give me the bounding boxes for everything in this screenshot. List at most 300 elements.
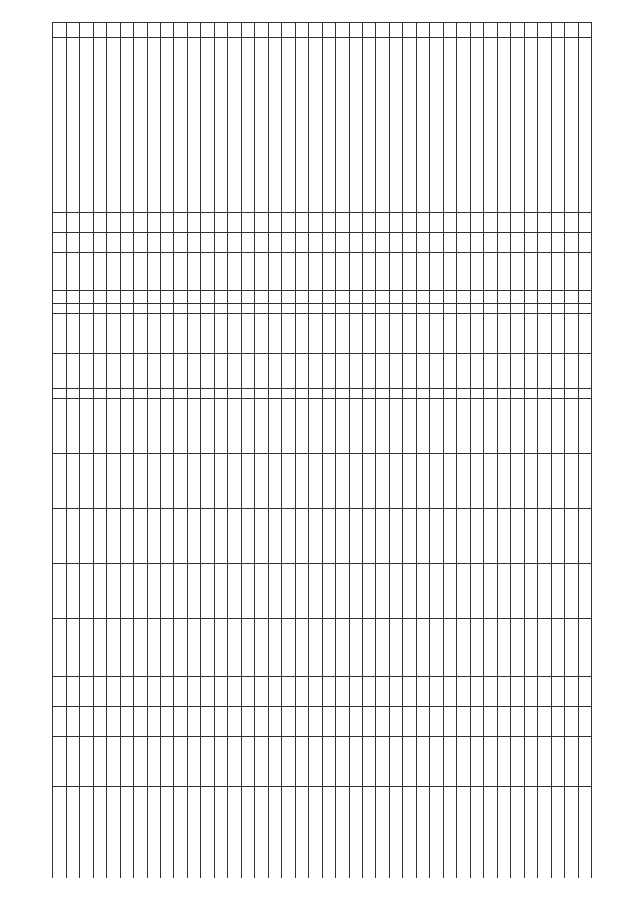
table-cell [80, 707, 93, 737]
table-cell [66, 737, 79, 787]
table-cell [53, 213, 67, 233]
table-cell [174, 619, 187, 677]
table-cell [66, 677, 79, 707]
table-cell [268, 564, 281, 619]
table-row [214, 23, 227, 879]
table-cell [255, 399, 268, 454]
table-cell [389, 233, 402, 253]
table-cell [268, 454, 281, 509]
table-cell [241, 304, 254, 314]
table-cell [201, 619, 214, 677]
table-cell [53, 233, 67, 253]
table-cell [309, 354, 322, 389]
table-cell [66, 291, 79, 304]
table-cell [551, 619, 564, 677]
table-cell [93, 509, 106, 564]
table-cell [134, 707, 147, 737]
table-cell [255, 677, 268, 707]
table-cell [497, 304, 510, 314]
table-cell [538, 787, 551, 879]
table-cell [147, 23, 160, 38]
table-cell [551, 253, 564, 291]
table-cell [161, 253, 174, 291]
table-cell [416, 677, 429, 707]
table-cell [241, 564, 254, 619]
table-cell [551, 38, 564, 213]
table-cell [430, 253, 443, 291]
table-cell [470, 787, 483, 879]
table-cell [430, 389, 443, 399]
table-cell [336, 23, 349, 38]
table-cell [241, 389, 254, 399]
table-row [565, 23, 578, 879]
table-cell [470, 619, 483, 677]
table-cell [565, 38, 578, 213]
table-cell [93, 619, 106, 677]
table-cell [551, 707, 564, 737]
table-cell [336, 737, 349, 787]
table-cell [268, 707, 281, 737]
table-cell [66, 304, 79, 314]
table-cell [147, 304, 160, 314]
table-cell [241, 787, 254, 879]
table-cell [524, 314, 537, 354]
table-cell [80, 619, 93, 677]
table-cell [578, 454, 591, 509]
table-cell [430, 23, 443, 38]
table-cell [551, 213, 564, 233]
table-cell [228, 291, 241, 304]
table-cell [403, 787, 416, 879]
table-cell [161, 389, 174, 399]
table-cell [363, 304, 376, 314]
table-cell [255, 619, 268, 677]
table-cell [309, 564, 322, 619]
table-cell [363, 291, 376, 304]
table-cell [484, 291, 497, 304]
table-cell [147, 233, 160, 253]
table-cell [134, 564, 147, 619]
table-cell [430, 291, 443, 304]
table-cell [430, 454, 443, 509]
table-cell [134, 737, 147, 787]
table-cell [187, 291, 200, 304]
table-cell [416, 38, 429, 213]
table-cell [228, 314, 241, 354]
table-cell [578, 38, 591, 213]
table-cell [416, 23, 429, 38]
table-cell [403, 23, 416, 38]
table-cell [497, 399, 510, 454]
table-cell [214, 707, 227, 737]
table-cell [322, 314, 335, 354]
table-cell [538, 233, 551, 253]
table-cell [268, 619, 281, 677]
table-cell [457, 253, 470, 291]
table-cell [416, 619, 429, 677]
table-cell [255, 23, 268, 38]
table-cell [578, 354, 591, 389]
table-cell [470, 707, 483, 737]
table-cell [363, 233, 376, 253]
table-cell [443, 399, 456, 454]
table-cell [363, 38, 376, 213]
table-cell [363, 509, 376, 564]
table-cell [322, 509, 335, 564]
table-cell [147, 291, 160, 304]
table-cell [363, 454, 376, 509]
table-cell [416, 354, 429, 389]
table-cell [376, 787, 389, 879]
table-cell [578, 233, 591, 253]
table-cell [268, 354, 281, 389]
table-cell [578, 253, 591, 291]
table-cell [403, 737, 416, 787]
table-cell [538, 454, 551, 509]
table-cell [389, 707, 402, 737]
table-cell [497, 389, 510, 399]
table-cell [470, 304, 483, 314]
table-cell [53, 509, 67, 564]
table-cell [430, 399, 443, 454]
table-cell [457, 389, 470, 399]
table-cell [457, 233, 470, 253]
table-cell [470, 389, 483, 399]
table-cell [201, 677, 214, 707]
table-cell [309, 213, 322, 233]
table-cell [538, 399, 551, 454]
table-cell [524, 787, 537, 879]
table-cell [53, 304, 67, 314]
table-cell [565, 619, 578, 677]
table-cell [268, 233, 281, 253]
table-cell [66, 787, 79, 879]
table-cell [389, 291, 402, 304]
table-cell [174, 677, 187, 707]
table-cell [268, 291, 281, 304]
table-cell [322, 564, 335, 619]
table-cell [336, 509, 349, 564]
table-cell [322, 253, 335, 291]
table-cell [282, 304, 295, 314]
table-cell [147, 619, 160, 677]
table-cell [497, 737, 510, 787]
table-cell [107, 787, 120, 879]
table-cell [403, 291, 416, 304]
table-cell [187, 233, 200, 253]
table-cell [255, 509, 268, 564]
table-cell [389, 354, 402, 389]
table-row [511, 23, 524, 879]
table-cell [53, 707, 67, 737]
table-cell [187, 38, 200, 213]
table-cell [376, 707, 389, 737]
table-cell [282, 291, 295, 304]
table-cell [336, 233, 349, 253]
table-cell [565, 233, 578, 253]
table-cell [309, 737, 322, 787]
table-cell [134, 399, 147, 454]
table-cell [268, 304, 281, 314]
table-cell [255, 737, 268, 787]
table-cell [524, 677, 537, 707]
table-cell [66, 509, 79, 564]
table-cell [134, 253, 147, 291]
table-cell [457, 677, 470, 707]
table-cell [134, 787, 147, 879]
table-cell [389, 389, 402, 399]
table-cell [66, 23, 79, 38]
table-cell [376, 314, 389, 354]
table-row [66, 23, 79, 879]
table-cell [538, 213, 551, 233]
table-cell [322, 233, 335, 253]
table-cell [282, 399, 295, 454]
table-cell [484, 399, 497, 454]
table-cell [443, 354, 456, 389]
table-cell [511, 354, 524, 389]
table-cell [336, 619, 349, 677]
table-cell [228, 354, 241, 389]
table-cell [524, 619, 537, 677]
table-cell [255, 291, 268, 304]
table-cell [389, 304, 402, 314]
table-cell [214, 619, 227, 677]
table-cell [241, 23, 254, 38]
table-cell [282, 509, 295, 564]
table-cell [187, 509, 200, 564]
table-cell [107, 509, 120, 564]
table-row [53, 23, 67, 879]
table-cell [484, 314, 497, 354]
table-cell [349, 619, 362, 677]
table-cell [497, 213, 510, 233]
table-cell [241, 233, 254, 253]
table-cell [389, 23, 402, 38]
table-cell [295, 707, 308, 737]
table-cell [201, 253, 214, 291]
table-cell [228, 233, 241, 253]
table-cell [551, 23, 564, 38]
table-cell [551, 787, 564, 879]
table-cell [497, 619, 510, 677]
table-cell [201, 291, 214, 304]
table-cell [147, 389, 160, 399]
table-cell [416, 399, 429, 454]
table-cell [578, 304, 591, 314]
table-cell [147, 787, 160, 879]
table-cell [497, 454, 510, 509]
table-cell [484, 787, 497, 879]
table-cell [147, 564, 160, 619]
table-cell [470, 354, 483, 389]
table-cell [214, 314, 227, 354]
table-cell [53, 677, 67, 707]
table-row [161, 23, 174, 879]
table-cell [430, 304, 443, 314]
table-row [282, 23, 295, 879]
table-row [120, 23, 133, 879]
table-cell [484, 38, 497, 213]
table-cell [403, 707, 416, 737]
table-cell [107, 354, 120, 389]
table-cell [214, 233, 227, 253]
table-cell [309, 619, 322, 677]
table-cell [295, 564, 308, 619]
table-cell [309, 291, 322, 304]
table-cell [107, 389, 120, 399]
table-cell [578, 737, 591, 787]
table-cell [484, 677, 497, 707]
table-cell [443, 291, 456, 304]
table-cell [484, 389, 497, 399]
table-cell [416, 253, 429, 291]
table-cell [524, 213, 537, 233]
table-cell [201, 707, 214, 737]
table-cell [376, 454, 389, 509]
table-cell [511, 253, 524, 291]
table-cell [511, 291, 524, 304]
table-cell [80, 564, 93, 619]
table-cell [524, 291, 537, 304]
table-cell [228, 389, 241, 399]
table-cell [565, 291, 578, 304]
table-cell [174, 253, 187, 291]
table-cell [470, 23, 483, 38]
table-cell [228, 707, 241, 737]
table-cell [187, 619, 200, 677]
table-cell [336, 304, 349, 314]
table-cell [416, 389, 429, 399]
table-cell [336, 38, 349, 213]
table-cell [80, 314, 93, 354]
table-cell [524, 564, 537, 619]
table-cell [255, 38, 268, 213]
table-cell [322, 291, 335, 304]
table-cell [322, 737, 335, 787]
table-cell [120, 38, 133, 213]
table-cell [282, 564, 295, 619]
table-cell [497, 787, 510, 879]
table-cell [322, 304, 335, 314]
table-cell [214, 564, 227, 619]
table-cell [484, 304, 497, 314]
table-cell [161, 399, 174, 454]
table-cell [134, 677, 147, 707]
table-cell [107, 677, 120, 707]
table-cell [228, 23, 241, 38]
table-cell [282, 23, 295, 38]
table-cell [524, 304, 537, 314]
table-cell [376, 619, 389, 677]
table-cell [443, 564, 456, 619]
table-cell [161, 354, 174, 389]
table-cell [457, 454, 470, 509]
table-cell [228, 399, 241, 454]
table-cell [497, 509, 510, 564]
table-cell [107, 23, 120, 38]
table-cell [524, 454, 537, 509]
table-cell [241, 354, 254, 389]
table-cell [161, 619, 174, 677]
table-cell [376, 389, 389, 399]
table-cell [470, 454, 483, 509]
table-cell [511, 304, 524, 314]
table-cell [241, 314, 254, 354]
table-cell [578, 314, 591, 354]
table-cell [538, 619, 551, 677]
table-cell [147, 253, 160, 291]
table-cell [134, 38, 147, 213]
table-row [443, 23, 456, 879]
table-cell [376, 564, 389, 619]
table-cell [134, 354, 147, 389]
table-row [228, 23, 241, 879]
table-cell [107, 233, 120, 253]
table-cell [349, 787, 362, 879]
table-cell [187, 314, 200, 354]
table-cell [268, 38, 281, 213]
table-cell [134, 23, 147, 38]
table-cell [484, 23, 497, 38]
table-cell [53, 399, 67, 454]
table-cell [120, 677, 133, 707]
table-cell [93, 677, 106, 707]
table-cell [389, 213, 402, 233]
table-cell [295, 304, 308, 314]
table-cell [309, 707, 322, 737]
table-cell [187, 707, 200, 737]
table-cell [322, 23, 335, 38]
table-cell [551, 389, 564, 399]
table-cell [66, 389, 79, 399]
table-cell [457, 619, 470, 677]
table-cell [147, 454, 160, 509]
table-cell [538, 677, 551, 707]
table-cell [255, 314, 268, 354]
table-cell [403, 38, 416, 213]
table-cell [389, 314, 402, 354]
table-cell [147, 509, 160, 564]
table-cell [201, 564, 214, 619]
table-cell [161, 737, 174, 787]
table-cell [578, 509, 591, 564]
table-cell [53, 314, 67, 354]
table-cell [228, 454, 241, 509]
table-cell [376, 253, 389, 291]
table-cell [376, 399, 389, 454]
table-row [403, 23, 416, 879]
table-cell [120, 564, 133, 619]
table-cell [484, 619, 497, 677]
table-cell [80, 354, 93, 389]
table-cell [120, 23, 133, 38]
table-cell [161, 509, 174, 564]
table-cell [228, 509, 241, 564]
table-cell [336, 454, 349, 509]
table-cell [363, 253, 376, 291]
table-cell [107, 619, 120, 677]
table-cell [161, 23, 174, 38]
table-cell [443, 23, 456, 38]
table-cell [295, 389, 308, 399]
table-cell [107, 213, 120, 233]
table-cell [470, 737, 483, 787]
table-cell [147, 737, 160, 787]
table-cell [120, 509, 133, 564]
table-cell [201, 399, 214, 454]
table-cell [497, 314, 510, 354]
